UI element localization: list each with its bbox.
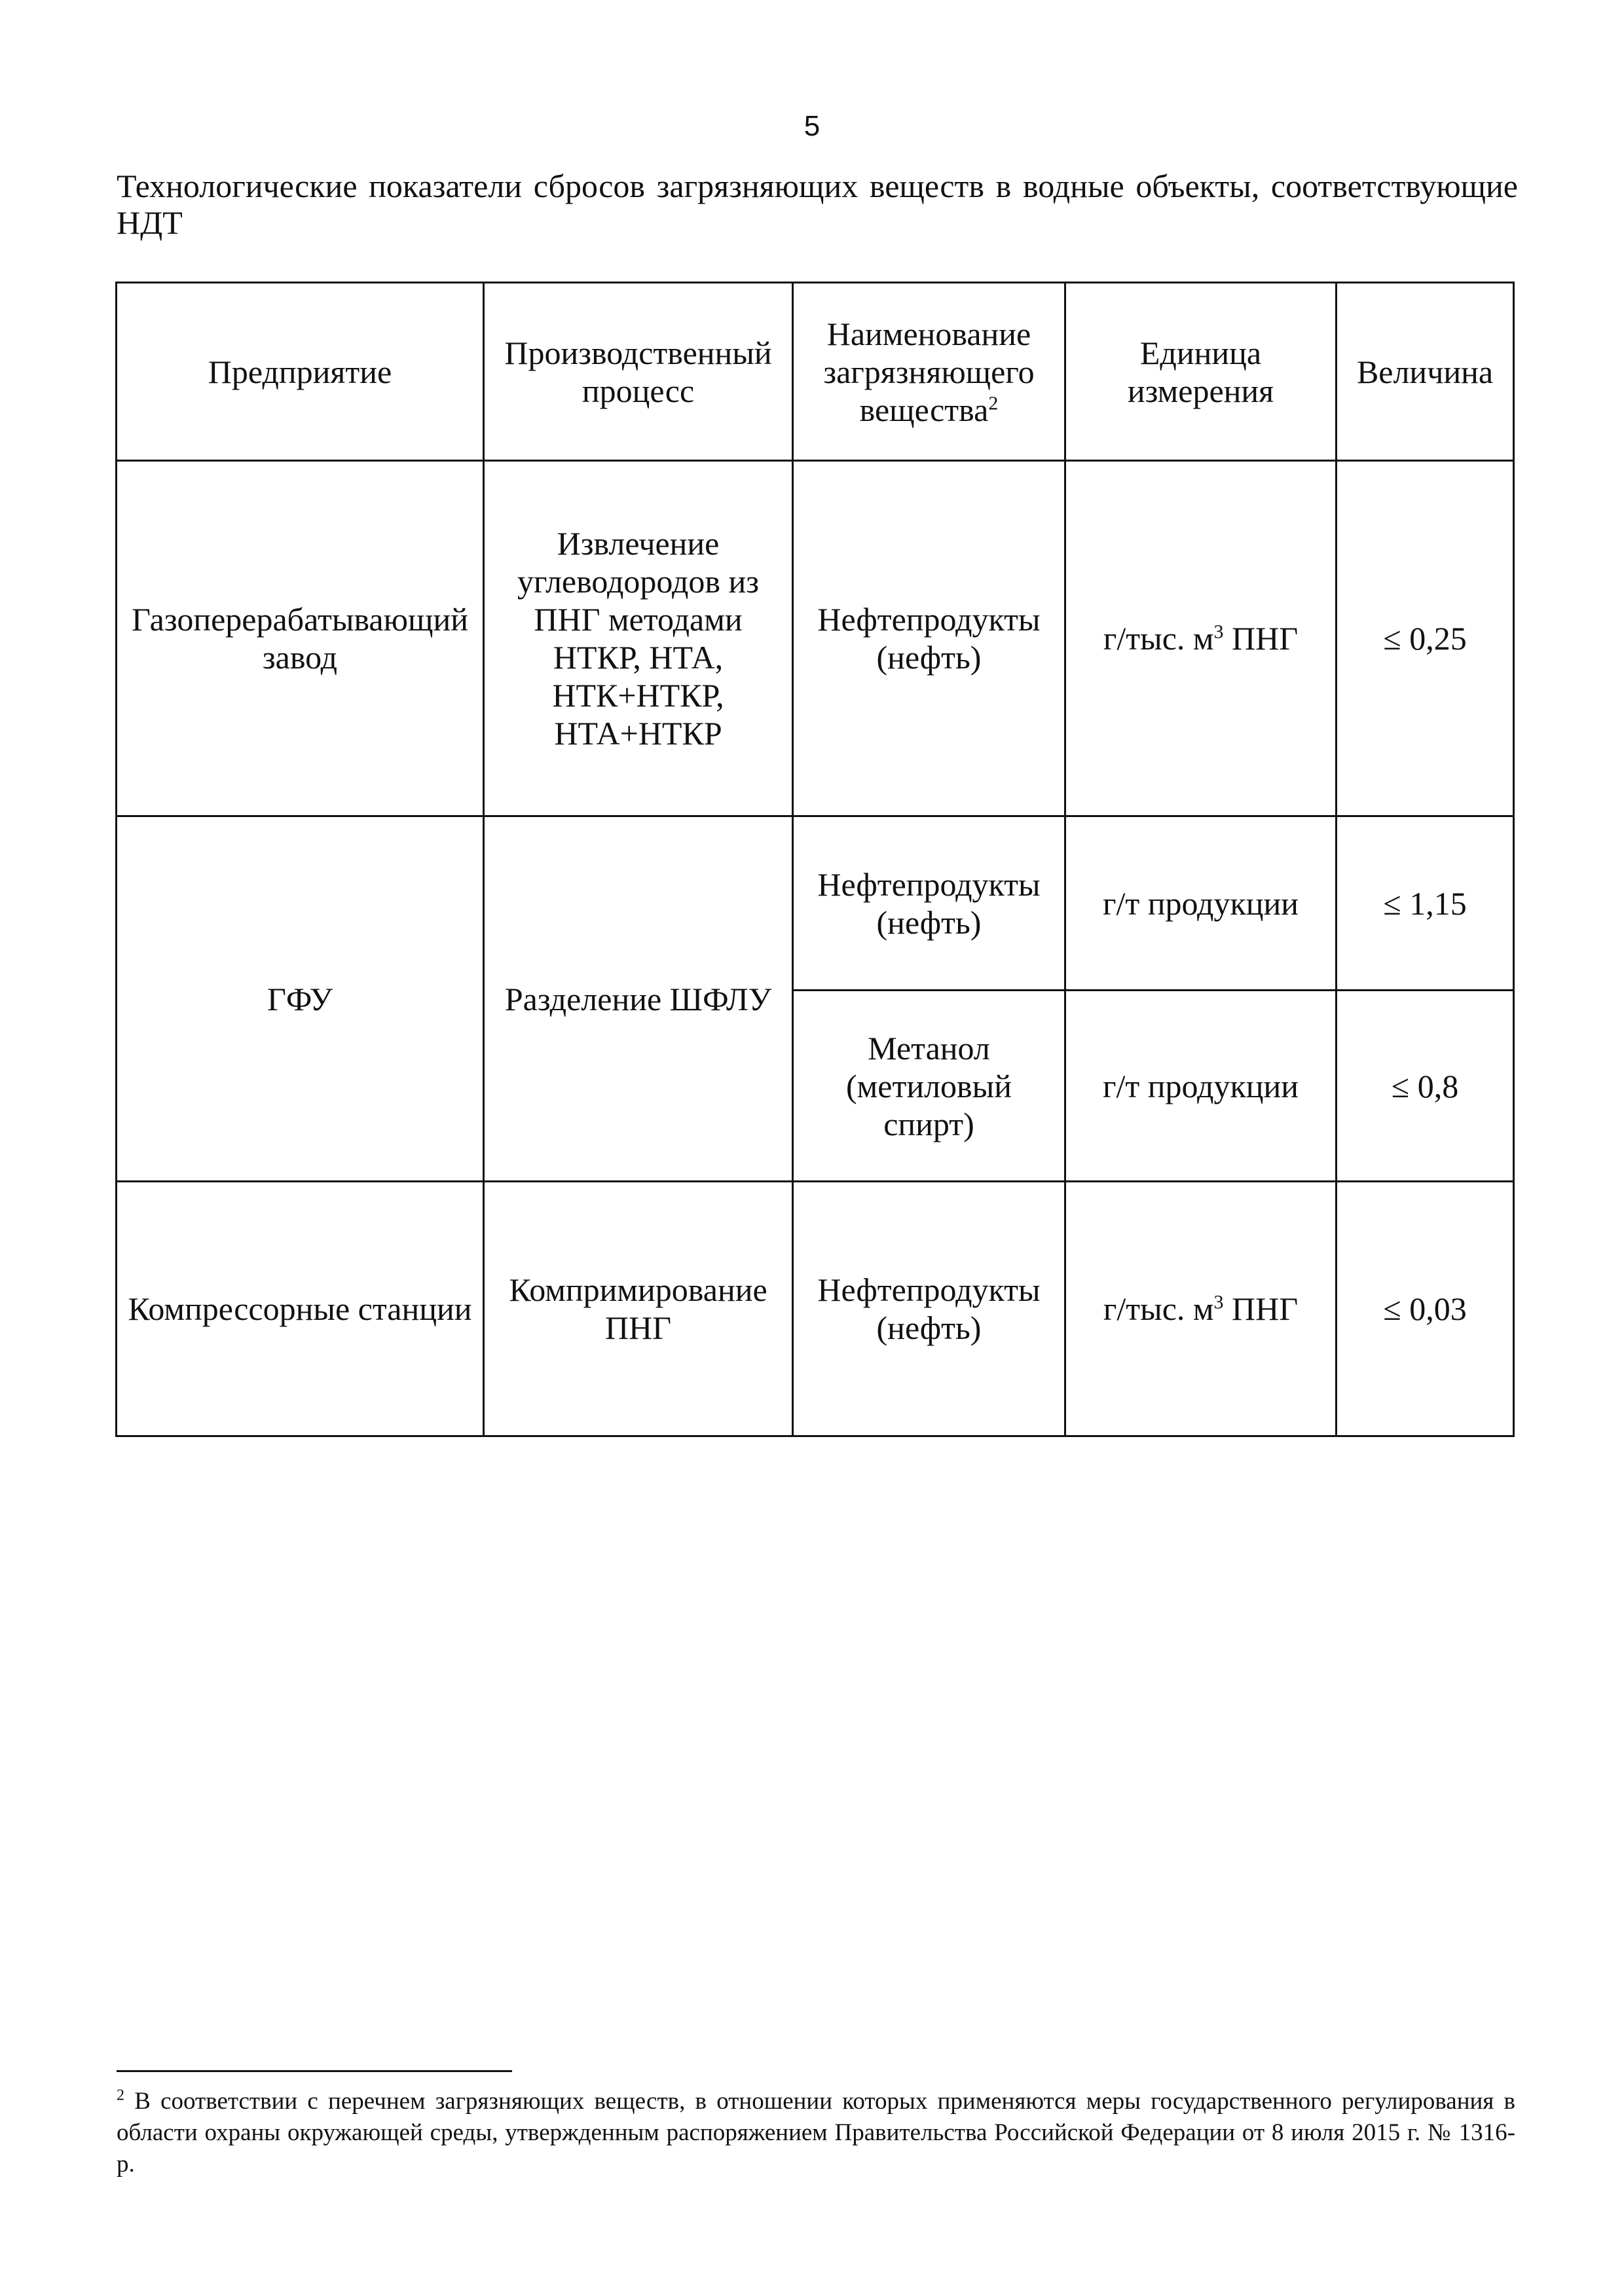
cell-enterprise: ГФУ xyxy=(117,816,484,1182)
header-process-label: Производственный процесс xyxy=(504,334,772,409)
cell-substance: Метанол (метиловый спирт) xyxy=(793,991,1065,1182)
unit-text: г/тыс. м xyxy=(1103,1290,1214,1327)
cell-substance: Нефтепродукты (нефть) xyxy=(793,461,1065,816)
unit-suffix: ПНГ xyxy=(1223,620,1299,657)
header-substance-label: Наименование загрязняющего вещества xyxy=(823,315,1035,428)
document-title: Технологические показатели сбросов загрязняющих веществ в водные объекты, соответствующие НДТ xyxy=(117,168,1518,241)
page-number: 5 xyxy=(803,110,821,142)
cell-process: Разделение ШФЛУ xyxy=(484,816,793,1182)
header-unit xyxy=(1065,283,1337,461)
table-row xyxy=(117,461,1514,816)
table-row xyxy=(117,816,1514,991)
unit-text: г/тыс. м xyxy=(1103,620,1214,657)
footnote-marker: 2 xyxy=(117,2086,124,2104)
header-substance xyxy=(793,283,1065,461)
footnote-text: В соответствии с перечнем загрязняющих веществ, в отношении которых применяются меры государственного регулирования в области охраны окружающей среды, утвержденным распоряжением Правительства Российской Федерации от 8 июля 2015 г. № 1316-р. xyxy=(117,2088,1515,2178)
header-value-label: Величина xyxy=(1356,353,1494,390)
header-enterprise-label: Предприятие xyxy=(208,353,392,390)
cell-enterprise: Компрессорные станции xyxy=(117,1182,484,1436)
cell-unit: г/т продукции xyxy=(1065,991,1337,1182)
cell-substance: Нефтепродукты (нефть) xyxy=(793,816,1065,991)
cell-process: Извлечение углеводородов из ПНГ методами НТКР, НТА, НТК+НТКР, НТА+НТКР xyxy=(484,461,793,816)
cell-unit xyxy=(1065,1182,1337,1436)
unit-exponent: 3 xyxy=(1213,621,1224,643)
table-header-row xyxy=(117,283,1514,461)
cell-value: ≤ 0,03 xyxy=(1337,1182,1514,1436)
footnote-divider xyxy=(117,2070,512,2072)
footnote xyxy=(117,2086,1515,2180)
cell-substance: Нефтепродукты (нефть) xyxy=(793,1182,1065,1436)
cell-unit xyxy=(1065,461,1337,816)
cell-value: ≤ 1,15 xyxy=(1337,816,1514,991)
footnote-reference: 2 xyxy=(988,392,999,414)
header-unit-label: Единица измерения xyxy=(1127,334,1274,409)
unit-suffix: ПНГ xyxy=(1223,1290,1299,1327)
cell-unit: г/т продукции xyxy=(1065,816,1337,991)
unit-exponent: 3 xyxy=(1213,1291,1224,1313)
emissions-table xyxy=(115,282,1515,1437)
header-value xyxy=(1337,283,1514,461)
header-process xyxy=(484,283,793,461)
header-enterprise xyxy=(117,283,484,461)
table-row xyxy=(117,1182,1514,1436)
cell-value: ≤ 0,25 xyxy=(1337,461,1514,816)
cell-process: Компримирование ПНГ xyxy=(484,1182,793,1436)
cell-value: ≤ 0,8 xyxy=(1337,991,1514,1182)
cell-enterprise: Газоперерабатывающий завод xyxy=(117,461,484,816)
